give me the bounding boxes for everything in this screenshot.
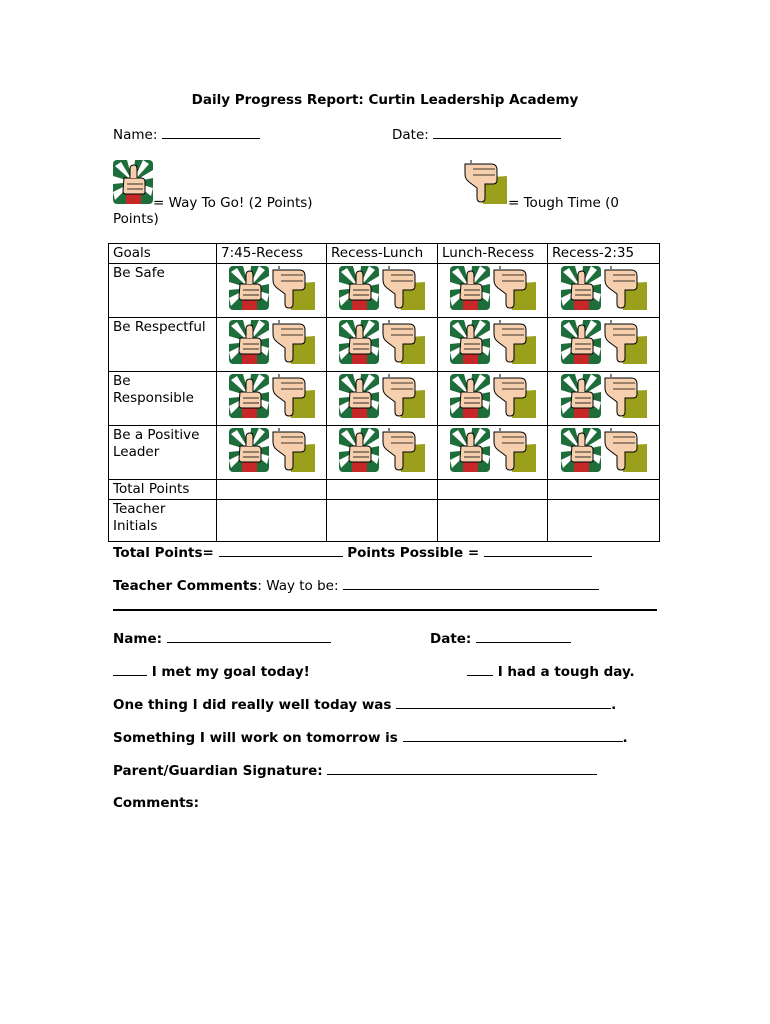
name-field-row xyxy=(113,126,260,144)
header-goals: Goals xyxy=(109,244,217,264)
student-date-row xyxy=(430,630,571,648)
total-cell[interactable] xyxy=(438,480,548,500)
thumbs-up-icon[interactable] xyxy=(561,428,601,472)
met-goal-row xyxy=(113,663,310,681)
date-blank[interactable] xyxy=(433,126,561,139)
rating-icon-pair xyxy=(339,374,425,418)
thumbs-down-icon[interactable] xyxy=(271,428,315,472)
teacher-comments-row xyxy=(113,577,599,595)
table-row xyxy=(109,318,660,372)
teacher-initials-row xyxy=(109,500,660,542)
thumbs-down-icon[interactable] xyxy=(271,266,315,310)
thumbs-up-icon[interactable] xyxy=(339,320,379,364)
rating-cell[interactable] xyxy=(548,264,660,318)
thumbs-down-icon[interactable] xyxy=(271,374,315,418)
table-row xyxy=(109,264,660,318)
page-title: Daily Progress Report: Curtin Leadership Academy xyxy=(191,92,579,108)
tough-day-row xyxy=(467,663,635,681)
parent-signature-blank[interactable] xyxy=(327,762,597,775)
thumbs-up-icon[interactable] xyxy=(561,266,601,310)
initials-cell[interactable] xyxy=(438,500,548,542)
thumbs-up-icon[interactable] xyxy=(450,266,490,310)
rating-cell[interactable] xyxy=(548,426,660,480)
thumbs-down-icon[interactable] xyxy=(603,428,647,472)
tough-day-label: I had a tough day. xyxy=(497,664,635,680)
rating-cell[interactable] xyxy=(327,264,438,318)
thumbs-down-icon[interactable] xyxy=(603,374,647,418)
date-label: Date: xyxy=(392,127,429,143)
thumbs-down-icon[interactable] xyxy=(381,320,425,364)
student-date-label: Date: xyxy=(430,631,472,647)
rating-cell[interactable] xyxy=(438,264,548,318)
thumbs-down-icon[interactable] xyxy=(381,266,425,310)
rating-cell[interactable] xyxy=(438,318,548,372)
rating-icon-pair xyxy=(229,374,315,418)
work-on-row xyxy=(113,729,628,747)
thumbs-up-icon[interactable] xyxy=(450,428,490,472)
rating-cell[interactable] xyxy=(217,264,327,318)
rating-icon-pair xyxy=(561,374,647,418)
thumbs-down-icon[interactable] xyxy=(603,320,647,364)
thumbs-up-icon[interactable] xyxy=(229,320,269,364)
thumbs-up-icon[interactable] xyxy=(450,320,490,364)
rating-icon-pair xyxy=(229,320,315,364)
table-row xyxy=(109,372,660,426)
header-period-2: Recess-Lunch xyxy=(327,244,438,264)
rating-icon-pair xyxy=(339,428,425,472)
tough-day-blank[interactable] xyxy=(467,663,493,676)
rating-cell[interactable] xyxy=(217,372,327,426)
work-on-label: Something I will work on tomorrow is xyxy=(113,730,398,746)
thumbs-down-icon[interactable] xyxy=(492,320,536,364)
legend-way-to-go-cont: Points) xyxy=(113,211,159,227)
points-possible-label: Points Possible = xyxy=(347,545,480,561)
total-points-sum-label: Total Points= xyxy=(113,545,214,561)
work-on-blank[interactable] xyxy=(403,729,623,742)
initials-cell[interactable] xyxy=(548,500,660,542)
rating-cell[interactable] xyxy=(548,372,660,426)
did-well-period: . xyxy=(611,697,617,713)
name-blank[interactable] xyxy=(162,126,260,139)
header-period-4: Recess-2:35 xyxy=(548,244,660,264)
rating-icon-pair xyxy=(229,266,315,310)
thumbs-down-icon[interactable] xyxy=(492,374,536,418)
rating-cell[interactable] xyxy=(217,318,327,372)
table-header-row xyxy=(109,244,660,264)
thumbs-down-icon[interactable] xyxy=(381,428,425,472)
rating-cell[interactable] xyxy=(327,318,438,372)
rating-cell[interactable] xyxy=(438,372,548,426)
rating-icon-pair xyxy=(229,428,315,472)
teacher-initials-label: Teacher Initials xyxy=(109,500,217,542)
thumbs-up-icon[interactable] xyxy=(339,374,379,418)
student-date-blank[interactable] xyxy=(476,630,571,643)
thumbs-up-icon[interactable] xyxy=(339,428,379,472)
goal-label: Be Safe xyxy=(109,264,217,318)
rating-cell[interactable] xyxy=(217,426,327,480)
thumbs-down-icon[interactable] xyxy=(271,320,315,364)
header-period-1: 7:45-Recess xyxy=(217,244,327,264)
thumbs-up-icon[interactable] xyxy=(229,374,269,418)
rating-icon-pair xyxy=(339,320,425,364)
total-points-row xyxy=(109,480,660,500)
thumbs-down-icon[interactable] xyxy=(381,374,425,418)
thumbs-up-icon xyxy=(113,160,153,204)
did-well-blank[interactable] xyxy=(396,696,611,709)
rating-icon-pair xyxy=(450,428,536,472)
rating-cell[interactable] xyxy=(327,372,438,426)
teacher-comments-label: Teacher Comments xyxy=(113,578,258,594)
header-period-3: Lunch-Recess xyxy=(438,244,548,264)
rating-icon-pair xyxy=(450,266,536,310)
teacher-comments-blank[interactable] xyxy=(343,577,599,590)
total-points-label: Total Points xyxy=(109,480,217,500)
table-row xyxy=(109,426,660,480)
total-cell[interactable] xyxy=(327,480,438,500)
met-goal-blank[interactable] xyxy=(113,663,147,676)
met-goal-label: I met my goal today! xyxy=(151,664,310,680)
student-name-blank[interactable] xyxy=(167,630,331,643)
thumbs-up-icon[interactable] xyxy=(229,266,269,310)
thumbs-down-icon[interactable] xyxy=(492,428,536,472)
date-field-row xyxy=(392,126,561,144)
rating-cell[interactable] xyxy=(548,318,660,372)
thumbs-up-icon[interactable] xyxy=(561,320,601,364)
legend-way-to-go: = Way To Go! (2 Points) xyxy=(153,195,313,211)
rating-icon-pair xyxy=(339,266,425,310)
thumbs-down-icon xyxy=(463,160,507,204)
student-name-label: Name: xyxy=(113,631,163,647)
thumbs-up-icon[interactable] xyxy=(339,266,379,310)
parent-signature-row xyxy=(113,762,597,780)
total-points-blank[interactable] xyxy=(219,544,343,557)
initials-cell[interactable] xyxy=(217,500,327,542)
rating-cell[interactable] xyxy=(438,426,548,480)
total-cell[interactable] xyxy=(217,480,327,500)
rating-cell[interactable] xyxy=(327,426,438,480)
rating-icon-pair xyxy=(450,374,536,418)
name-label: Name: xyxy=(113,127,158,143)
goal-label: Be Responsible xyxy=(109,372,217,426)
rating-icon-pair xyxy=(561,428,647,472)
thumbs-up-icon[interactable] xyxy=(229,428,269,472)
rating-icon-pair xyxy=(561,266,647,310)
rating-icon-pair xyxy=(561,320,647,364)
thumbs-down-icon[interactable] xyxy=(492,266,536,310)
thumbs-down-icon[interactable] xyxy=(603,266,647,310)
rating-icon-pair xyxy=(450,320,536,364)
thumbs-up-icon[interactable] xyxy=(561,374,601,418)
did-well-row xyxy=(113,696,616,714)
initials-cell[interactable] xyxy=(327,500,438,542)
comments-label: Comments: xyxy=(113,795,199,811)
thumbs-up-icon[interactable] xyxy=(450,374,490,418)
points-possible-blank[interactable] xyxy=(484,544,592,557)
goal-label: Be Respectful xyxy=(109,318,217,372)
section-divider xyxy=(113,609,657,611)
total-points-summary xyxy=(113,544,592,562)
teacher-comments-suffix: : Way to be: xyxy=(257,578,339,594)
work-on-period: . xyxy=(622,730,628,746)
parent-signature-label: Parent/Guardian Signature: xyxy=(113,763,323,779)
did-well-label: One thing I did really well today was xyxy=(113,697,392,713)
legend-tough-time: = Tough Time (0 xyxy=(508,195,619,211)
goal-label: Be a Positive Leader xyxy=(109,426,217,480)
student-name-row xyxy=(113,630,331,648)
total-cell[interactable] xyxy=(548,480,660,500)
goals-table xyxy=(108,243,660,542)
